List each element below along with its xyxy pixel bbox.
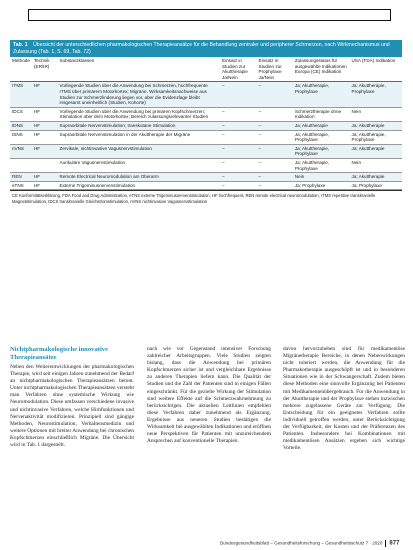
footer-separator bbox=[385, 540, 386, 547]
cell-prophylaxis: – bbox=[257, 130, 293, 144]
body-paragraph: davon hervorzuheben sind für medikamentöse Migränetherapie Bereiche, in denen Nebenwirkungen nicht toleriert werden, die Anwendung für die Pharmakotherapie ausgeschöpft ist und in besonderen Situationen wie in der Schwangerschaft. Zudem bieten diese Methoden eine sinnvolle Ergänzung bei Patienten mit Medikamentenübergebrauch. Für die Anwendung in der Akuttherapie und der Prophylaxe stehen inzwischen mehrere zugelassene Geräte zur Verfügung. Die Entscheidung für ein geeignetes Verfahren sollte individuell getroffen werden, unter Berücksichtigung der Verfügbarkeit, der Kosten und der Präferenzen des Patienten. Insbesondere bei Kombinationen mit medikamentösen Ansätzen ergeben sich wichtige Vorteile. bbox=[283, 346, 405, 452]
cell-prophylaxis: – bbox=[257, 107, 293, 121]
cell-method: tDCS bbox=[10, 107, 32, 121]
article-column-right bbox=[283, 346, 405, 457]
cell-europe: Ja; Akuttherapie bbox=[293, 121, 350, 130]
table-header-row bbox=[10, 57, 402, 82]
article-column-middle bbox=[147, 346, 271, 450]
cell-usa: Ja; Akuttherapie, Prophylaxe bbox=[350, 82, 402, 107]
cell-prophylaxis: – bbox=[257, 158, 293, 172]
cell-substances: Zervikale, nichtinvasive Vagusnervstimulation bbox=[58, 144, 221, 158]
cell-method bbox=[10, 158, 32, 172]
page-footer bbox=[220, 540, 410, 547]
cell-technique bbox=[32, 158, 58, 172]
cell-acute: – bbox=[220, 173, 256, 182]
therapy-table bbox=[10, 57, 402, 190]
cell-prophylaxis: – bbox=[257, 173, 293, 182]
cell-substances: Vorliegende Studien über die Anwendung bei Schmerzen, hochfrequente rTMS über primärem Motorkortex; Migräne. Wirksamkeitsnachweise aus Studien zur Schmerzlinderung liegen vor, aber die Evidenzlage bleibt insgesamt uneinheitlich (Studien, Kohorte) bbox=[58, 82, 221, 107]
section-heading: Nichtpharmakologische innovative Therapieansätze bbox=[10, 346, 108, 361]
cell-substances: Externe Trigeminusnervenstimulation bbox=[58, 181, 221, 190]
col-header-acute: Einsatz in Studien zur Akuttherapie Ja/Nein bbox=[220, 57, 256, 82]
cell-usa: Ja; Akuttherapie, Prophylaxe bbox=[350, 130, 402, 144]
table-row bbox=[10, 121, 402, 130]
cell-acute: – bbox=[220, 144, 256, 158]
table-row bbox=[10, 181, 402, 190]
table-row bbox=[10, 144, 402, 158]
cell-acute: – bbox=[220, 130, 256, 144]
cell-europe: Ja; Akuttherapie, Prophylaxe bbox=[293, 144, 350, 158]
header-frame bbox=[28, 9, 391, 21]
cell-prophylaxis: – bbox=[257, 121, 293, 130]
page-number: 877 bbox=[389, 540, 400, 547]
cell-europe: Ja; Akuttherapie, Prophylaxe bbox=[293, 130, 350, 144]
cell-acute: – bbox=[220, 181, 256, 190]
cell-substances: Vorliegende Studien über die Anwendung bei primären Kopfschmerzen; Stimulation über dem Motorkortex; Bereich zulassungsrelevanter Studien bbox=[58, 107, 221, 121]
table-caption bbox=[10, 40, 402, 57]
cell-acute: – bbox=[220, 121, 256, 130]
cell-acute: – bbox=[220, 82, 256, 107]
table-footnote: CE Konformitätserklärung, FDA Food and Drug Administration, eTNS externe Trigeminusnervenstimulation, HF hochfrequent, REN remote electrical neuromodulation, rTMS repetitive transkranielle Magnetstimulation, tDCS transkranielle Gleichstromstimulation, nVNS nichtinvasive Vagusnervstimulation bbox=[10, 190, 402, 206]
col-header-substances: Substanzklassen bbox=[58, 57, 221, 82]
cell-substances: Supraorbitale Nervenstimulation in der Akuttherapie der Migräne bbox=[58, 130, 221, 144]
cell-usa: Ja; Akuttherapie bbox=[350, 173, 402, 182]
cell-technique: HF bbox=[32, 121, 58, 130]
col-header-technique: Technik (ER/IR) bbox=[32, 57, 58, 82]
cell-europe: Ja; Akuttherapie, Prophylaxe bbox=[293, 158, 350, 172]
col-header-prophylaxis: Einsatz in Studien zur Prophylaxe Ja/Nein bbox=[257, 57, 293, 82]
cell-technique: HF bbox=[32, 130, 58, 144]
table-number: Tab. 1 bbox=[13, 42, 28, 48]
cell-usa: Nein bbox=[350, 158, 402, 172]
table-caption-text: Übersicht der unterschiedlichen pharmakologischen Therapieansätze für die Behandlung zentraler und peripherer Schmerzen, nach Wirkmechanismus und Zulassung (Tab. 1, S. 69, Tab. 72) bbox=[13, 42, 390, 55]
cell-technique: HF bbox=[32, 181, 58, 190]
cell-substances: Remote Electrical Neuromodulation am Oberarm bbox=[58, 173, 221, 182]
cell-substances: Supraorbitale Nervenstimulation; transkutane Stimulation bbox=[58, 121, 221, 130]
cell-europe: Schmerztherapie ohne Indikation bbox=[293, 107, 350, 121]
cell-technique: HF bbox=[32, 107, 58, 121]
article-column-left bbox=[10, 346, 134, 454]
cell-acute: – bbox=[220, 107, 256, 121]
cell-technique: HF bbox=[32, 173, 58, 182]
cell-method: REN bbox=[10, 173, 32, 182]
cell-prophylaxis: – bbox=[257, 144, 293, 158]
table-container bbox=[10, 40, 402, 206]
journal-name: Bundesgesundheitsblatt – Gesundheitsforschung – Gesundheitsschutz 7 · 2020 bbox=[220, 540, 383, 546]
cell-europe: Ja; Prophylaxe bbox=[293, 181, 350, 190]
col-header-usa: USA (FDA) Indikation bbox=[350, 57, 402, 82]
cell-prophylaxis: – bbox=[257, 82, 293, 107]
table-row bbox=[10, 130, 402, 144]
cell-method: tSNS bbox=[10, 130, 32, 144]
cell-europe: Nein bbox=[293, 173, 350, 182]
cell-usa: Ja; Prophylaxe bbox=[350, 181, 402, 190]
cell-method: eTNS bbox=[10, 181, 32, 190]
cell-acute: – bbox=[220, 158, 256, 172]
cell-usa: Ja; Akuttherapie bbox=[350, 121, 402, 130]
cell-prophylaxis: – bbox=[257, 181, 293, 190]
table-row bbox=[10, 107, 402, 121]
table-row bbox=[10, 82, 402, 107]
body-paragraph: Neben den Weiterentwicklungen der pharmakologischen Therapie, wird seit einigen Jahren zunehmend der Bedarf an nichtpharmakologischen Therapieansätzen betont. Unter nichtpharmakologischen Therapieansätzen versteht man Verfahren ohne systemische Wirkung wie Neuromodulation. Diese umfassen verschiedene invasive und nichtinvasive Verfahren, welche Hirnfunktionen und Nervenaktivität modifizieren. Prinzipiell sind gängige Methoden, Neurostimulation, Verhaltensmedizin und weitere Optionen mit breiter Anwendung bei chronischen Kopfschmerzen einschließlich Migräne. Die Übersicht wird in Tab. 1 dargestellt. bbox=[10, 364, 134, 449]
cell-technique: HF bbox=[32, 82, 58, 107]
col-header-europe: Zulassungsstatus für ausgewählte Indikationen Europa (CE) Indikation bbox=[293, 57, 350, 82]
cell-europe: Ja; Akuttherapie, Prophylaxe bbox=[293, 82, 350, 107]
table-row bbox=[10, 158, 402, 172]
cell-substances: Aurikuläre Vagusnervstimulation bbox=[58, 158, 221, 172]
cell-method: nVNS bbox=[10, 144, 32, 158]
cell-technique: HF bbox=[32, 144, 58, 158]
cell-method: tDNS bbox=[10, 121, 32, 130]
body-paragraph: nach wie vor Gegenstand intensiver Forschung zahlreicher Arbeitsgruppen. Viele Studien zeigten bislang, dass die Anwendung bei primären Kopfschmerzen sicher ist und vergleichbare Ergebnisse zu anderen Therapien liefern kann. Die Qualität der Studien und die Zahl der Patienten sind in einigen Fällen eingeschränkt. Für die gezielte Wirkung der Stimulation sind weitere Effekte auf die Schmerzwahrnehmung zu berücksichtigen. Die aktuellen Leitlinien empfehlen diese Verfahren daher zunehmend als Ergänzung. Ergebnisse aus neueren Studien bestätigen die Wirksamkeit bei ausgewählten Indikationen und eröffnen neue Perspektiven für Patienten mit unzureichendem Ansprechen auf konventionelle Therapien. bbox=[147, 346, 271, 445]
cell-usa: Ja; Akuttherapie bbox=[350, 144, 402, 158]
cell-method: rTMS bbox=[10, 82, 32, 107]
col-header-method: Methode bbox=[10, 57, 32, 82]
cell-usa: Nein bbox=[350, 107, 402, 121]
table-row bbox=[10, 173, 402, 182]
